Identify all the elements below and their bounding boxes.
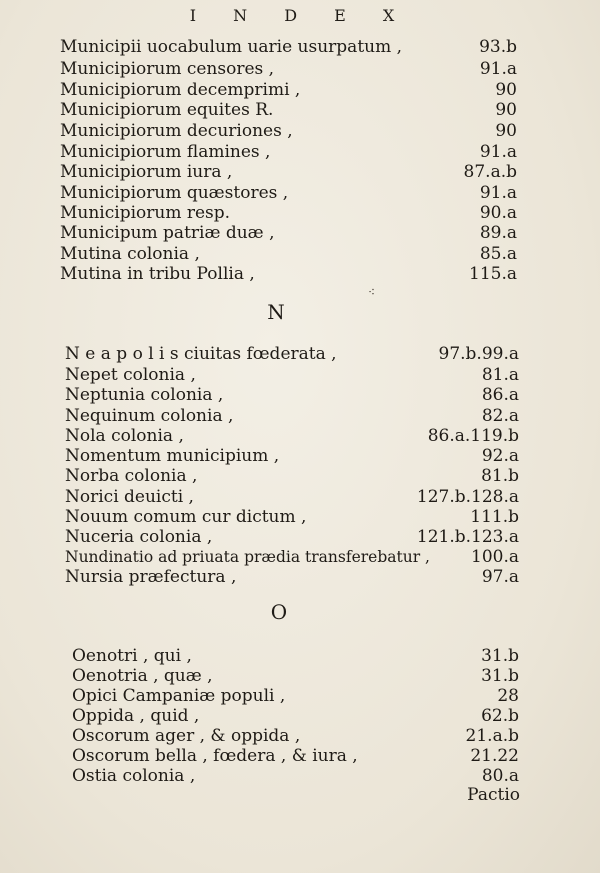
page-reference: 89.a — [479, 223, 517, 243]
page-reference: 90 — [495, 80, 517, 100]
page-header: I N D E X — [189, 6, 411, 25]
index-term: Nursia præfectura , — [65, 567, 237, 587]
page-reference: 86.a — [481, 385, 519, 405]
index-entry — [65, 566, 519, 588]
index-entry — [65, 364, 519, 386]
page-reference: 31.b — [481, 666, 519, 686]
page-reference: 21.22 — [470, 746, 519, 766]
index-entry — [60, 263, 517, 285]
section-letter: O — [270, 600, 288, 624]
index-entry — [72, 665, 519, 687]
page-reference: 28 — [497, 686, 519, 706]
index-entry — [72, 705, 519, 727]
page-reference: 21.a.b — [465, 726, 519, 746]
index-term: Ostia colonia , — [72, 766, 196, 786]
index-term: Municipiorum quæstores , — [60, 183, 289, 203]
index-term: Municipiorum decuriones , — [60, 121, 293, 141]
page-reference: 31.b — [481, 646, 519, 666]
index-term: Opici Campaniæ populi , — [72, 686, 286, 706]
index-term: Nola colonia , — [65, 426, 184, 446]
page-reference: 92.a — [481, 446, 519, 466]
index-entry — [72, 645, 519, 667]
index-term: Municipii uocabulum uarie usurpatum , — [60, 37, 403, 57]
index-entry — [65, 486, 519, 508]
index-entry — [60, 182, 517, 204]
page-reference: 121.b.123.a — [416, 527, 519, 547]
index-term: Oenotri , qui , — [72, 646, 192, 666]
page-reference: 90 — [495, 121, 517, 141]
page-reference: 82.a — [481, 406, 519, 426]
page-reference: 111.b — [470, 507, 519, 527]
page-reference: 97.a — [481, 567, 519, 587]
index-term: Norici deuicti , — [65, 487, 194, 507]
index-entry — [60, 161, 517, 183]
index-entry — [60, 222, 517, 244]
index-entry — [72, 745, 519, 767]
index-term: Nuceria colonia , — [65, 527, 213, 547]
page-reference: 86.a.119.b — [427, 426, 519, 446]
index-entry — [72, 725, 519, 747]
index-entry — [65, 425, 519, 447]
index-term: Oscorum bella , fœdera , & iura , — [72, 746, 358, 766]
index-term: Oscorum ager , & oppida , — [72, 726, 301, 746]
page-reference: 90 — [495, 100, 517, 120]
index-term: Oppida , quid , — [72, 706, 200, 726]
page-reference: 91.a — [479, 59, 517, 79]
index-entry — [60, 120, 517, 142]
index-entry — [65, 526, 519, 548]
index-term: Municipum patriæ duæ , — [60, 223, 275, 243]
catchword: Pactio — [467, 785, 520, 805]
index-entry — [65, 384, 519, 406]
index-entry — [65, 405, 519, 427]
index-term: N e a p o l i s ciuitas fœderata , — [65, 344, 337, 364]
index-entry — [60, 141, 517, 163]
index-term: Oenotria , quæ , — [72, 666, 213, 686]
index-term: Mutina in tribu Pollia , — [60, 264, 255, 284]
page-reference: 91.a — [479, 142, 517, 162]
index-term: Nepet colonia , — [65, 365, 196, 385]
page-reference: 80.a — [481, 766, 519, 786]
index-entry — [60, 99, 517, 121]
index-entry — [60, 36, 517, 58]
page-reference: 93.b — [479, 37, 517, 57]
index-term: Nouum comum cur dictum , — [65, 507, 307, 527]
page-reference: 90.a — [479, 203, 517, 223]
page-reference: 91.a — [479, 183, 517, 203]
page-reference: 97.b.99.a — [438, 344, 519, 364]
index-entry — [65, 465, 519, 487]
index-term: Municipiorum decemprimi , — [60, 80, 301, 100]
index-term: Municipiorum resp. — [60, 203, 231, 223]
index-entry — [72, 765, 519, 787]
index-term: Nomentum municipium , — [65, 446, 280, 466]
page-reference: 100.a — [471, 547, 519, 567]
index-term: Municipiorum censores , — [60, 59, 275, 79]
index-term: Nequinum colonia , — [65, 406, 234, 426]
index-term: Municipiorum flamines , — [60, 142, 271, 162]
index-entry — [72, 685, 519, 707]
index-term: Nundinatio ad priuata prædia transferebatur , — [65, 548, 430, 566]
index-entry — [65, 506, 519, 528]
ornament-dots: ⁖ — [368, 285, 376, 299]
page-reference: 85.a — [479, 244, 517, 264]
page-reference: 81.a — [481, 365, 519, 385]
page-reference: 127.b.128.a — [416, 487, 519, 507]
index-entry — [60, 202, 517, 224]
page-reference: 62.b — [481, 706, 519, 726]
section-letter: N — [267, 300, 285, 324]
index-term: Norba colonia , — [65, 466, 198, 486]
index-entry — [60, 79, 517, 101]
index-entry — [65, 445, 519, 467]
index-term: Municipiorum iura , — [60, 162, 233, 182]
index-entry — [65, 546, 519, 568]
index-term: Municipiorum equites R. — [60, 100, 274, 120]
page-reference: 115.a — [469, 264, 517, 284]
index-term: Mutina colonia , — [60, 244, 200, 264]
index-entry — [60, 58, 517, 80]
page-reference: 81.b — [481, 466, 519, 486]
index-entry — [65, 343, 519, 365]
index-term: Neptunia colonia , — [65, 385, 224, 405]
index-entry — [60, 243, 517, 265]
page-reference: 87.a.b — [463, 162, 517, 182]
